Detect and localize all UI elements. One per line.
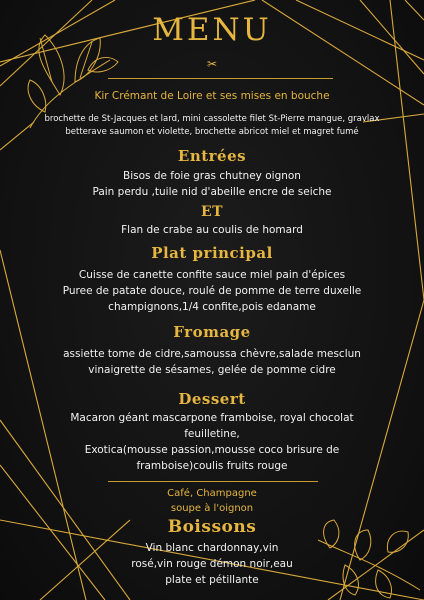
divider-top [108,78,333,79]
boissons-item-2: rosé,vin rouge démon noir,eau [131,558,293,570]
plat-item-1: Cuisse de canette confite sauce miel pain d'épices [78,269,346,281]
cafe-item-1: Café, Champagne [167,488,257,499]
dessert-item-1: Macaron géant mascarpone framboise, royal chocolat [70,412,354,424]
cafe-item-2: soupe à l'oignon [170,503,254,514]
amuse-bouche-text: brochette de St-Jacques et lard, mini cassolette filet St-Pierre mangue, gravlax betterave saumon et violette, brochette abricot miel et magret fumé [44,114,380,137]
et-item-1: Flan de crabe au coulis de homard [121,224,303,236]
entrees-item-2: Pain perdu ,tuile nid d'abeille encre de seiche [92,186,332,198]
menu-title: MENU [152,12,272,48]
divider-cafe [108,481,318,482]
boissons-item-3: plate et pétillante [165,574,259,586]
heading-plat-principal: Plat principal [151,244,273,262]
heading-et: ET [200,204,224,220]
plat-item-2: Puree de patate douce, roulé de pomme de terre duxelle [62,285,362,297]
aperitif-text: Kir Crémant de Loire et ses mises en bouche [94,90,330,102]
dessert-item-4: framboise)coulis fruits rouge [136,460,288,472]
fromage-item-2: vinaigrette de sésames, gelée de pomme cidre [88,364,336,376]
boissons-item-1: Vin blanc chardonnay,vin [145,542,279,554]
heading-fromage: Fromage [173,323,251,341]
dessert-item-3: Exotica(mousse passion,mousse coco brisure de [84,444,340,456]
fromage-item-1: assiette tome de cidre,samoussa chèvre,salade mesclun [63,348,361,360]
heading-dessert: Dessert [178,390,246,408]
scissors-icon: ✂ [206,57,218,71]
entrees-item-1: Bisos de foie gras chutney oignon [123,170,301,182]
heading-boissons: Boissons [167,517,257,537]
dessert-item-2: feuilletine, [184,428,240,440]
heading-entrees: Entrées [177,147,247,165]
plat-item-3: champignons,1/4 confite,pois edaname [108,301,316,313]
